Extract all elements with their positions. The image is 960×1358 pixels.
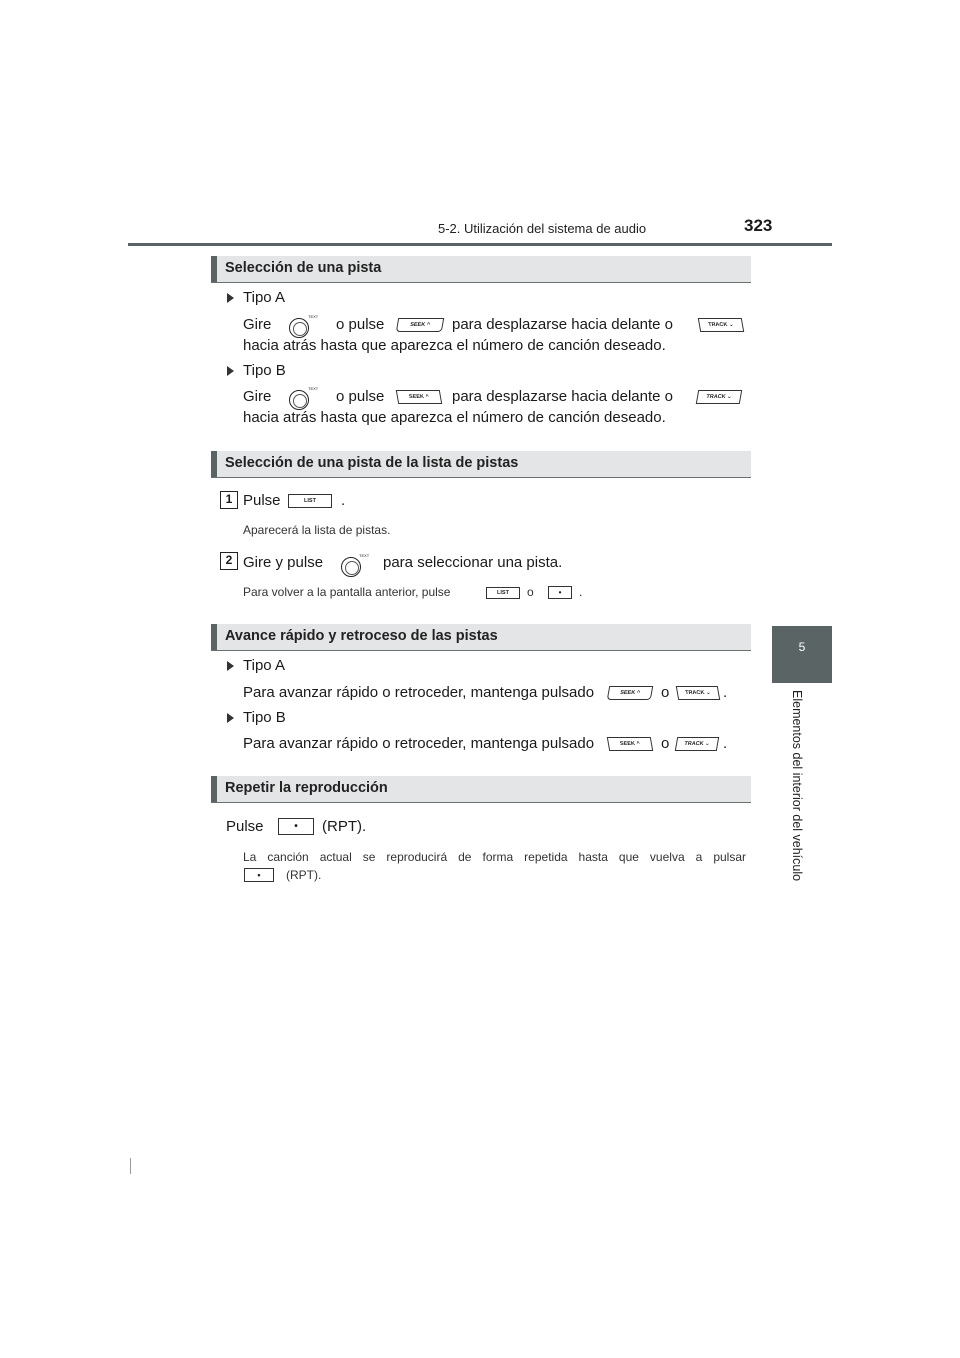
step-number-2: 2 bbox=[220, 552, 238, 570]
header-rule bbox=[128, 243, 832, 246]
chapter-tab bbox=[772, 626, 832, 683]
knob-text-label: TEXT bbox=[308, 386, 319, 391]
text-period: . bbox=[723, 735, 728, 752]
page-number: 323 bbox=[744, 216, 773, 235]
track-label: TRACK bbox=[705, 394, 727, 400]
tipo-a-label: Tipo A bbox=[243, 289, 285, 306]
tune-knob-icon bbox=[341, 557, 361, 577]
chapter-title: Elementos del interior del vehículo bbox=[790, 690, 804, 882]
repeat-note: La canción actual se reproducirá de forma repetida hasta que vuelva a pulsar bbox=[243, 850, 746, 864]
section-header-fast-forward bbox=[211, 624, 751, 651]
rpt-button-icon: • bbox=[278, 818, 314, 835]
text-para-desplazarse: para desplazarse hacia delante o bbox=[452, 316, 673, 333]
list-button-icon: LIST bbox=[486, 587, 520, 599]
seek-label: SEEK bbox=[409, 322, 426, 328]
section-header-track-list bbox=[211, 451, 751, 478]
track-button-icon: TRACK ⌄ bbox=[676, 686, 720, 700]
text-o: o bbox=[661, 735, 670, 752]
bullet-triangle-icon bbox=[227, 713, 234, 723]
text-o-pulse: o pulse bbox=[336, 388, 385, 405]
section-title: Repetir la reproducción bbox=[225, 780, 388, 796]
text-o: o bbox=[527, 585, 534, 599]
margin-mark bbox=[130, 1158, 131, 1174]
text-period: . bbox=[579, 585, 583, 599]
bullet-triangle-icon bbox=[227, 293, 234, 303]
bullet-triangle-icon bbox=[227, 661, 234, 671]
seek-label: SEEK bbox=[619, 690, 636, 696]
section-header-repeat bbox=[211, 776, 751, 803]
section-title: Avance rápido y retroceso de las pistas bbox=[225, 628, 498, 644]
header-section-title: 5-2. Utilización del sistema de audio bbox=[438, 221, 647, 236]
track-button-icon: TRACK ⌄ bbox=[698, 318, 744, 332]
section-header-track-select bbox=[211, 256, 751, 283]
tipo-b-label: Tipo B bbox=[243, 709, 286, 726]
text-mantenga-pulsado: Para avanzar rápido o retroceder, mantenga pulsado bbox=[243, 735, 595, 752]
text-para-desplazarse: para desplazarse hacia delante o bbox=[452, 388, 673, 405]
text-pulse: Pulse bbox=[226, 818, 264, 835]
tune-knob-icon bbox=[289, 390, 309, 410]
list-button-icon: LIST bbox=[288, 494, 332, 508]
step1-note: Aparecerá la lista de pistas. bbox=[243, 523, 391, 537]
tipo-a-label: Tipo A bbox=[243, 657, 285, 674]
track-label: TRACK bbox=[707, 322, 729, 328]
text-rpt: (RPT). bbox=[322, 818, 367, 835]
text-mantenga-pulsado: Para avanzar rápido o retroceder, mantenga pulsado bbox=[243, 684, 595, 701]
tipo-b-label: Tipo B bbox=[243, 362, 286, 379]
knob-text-label: TEXT bbox=[308, 314, 319, 319]
seek-label: SEEK bbox=[619, 741, 636, 747]
bullet-triangle-icon bbox=[227, 366, 234, 376]
seek-button-icon: SEEK ^ bbox=[607, 686, 653, 700]
text-pulse: Pulse bbox=[243, 492, 281, 509]
seek-button-icon: SEEK ^ bbox=[607, 737, 653, 751]
seek-button-icon: SEEK ^ bbox=[396, 390, 442, 404]
back-button-icon: • bbox=[548, 586, 572, 599]
text-rpt: (RPT). bbox=[286, 868, 322, 882]
chapter-number: 5 bbox=[798, 640, 806, 654]
step-number-1: 1 bbox=[220, 491, 238, 509]
section-title: Selección de una pista bbox=[225, 260, 382, 276]
text-gire-y-pulse: Gire y pulse bbox=[243, 554, 324, 571]
track-button-icon: TRACK ⌄ bbox=[675, 737, 719, 751]
seek-label: SEEK bbox=[408, 394, 425, 400]
tune-knob-icon bbox=[289, 318, 309, 338]
track-label: TRACK bbox=[684, 690, 706, 696]
text-hacia-atras: hacia atrás hasta que aparezca el número de canción deseado. bbox=[243, 409, 666, 426]
rpt-button-icon: • bbox=[244, 868, 274, 882]
text-hacia-atras: hacia atrás hasta que aparezca el número de canción deseado. bbox=[243, 337, 666, 354]
knob-text-label: TEXT bbox=[359, 553, 370, 558]
text-o: o bbox=[661, 684, 670, 701]
track-label: TRACK bbox=[683, 741, 705, 747]
text-period: . bbox=[723, 684, 728, 701]
section-title: Selección de una pista de la lista de pistas bbox=[225, 455, 519, 471]
step2-note: Para volver a la pantalla anterior, pulse bbox=[243, 585, 451, 599]
text-o-pulse: o pulse bbox=[336, 316, 385, 333]
text-para-seleccionar: para seleccionar una pista. bbox=[383, 554, 563, 571]
text-gire: Gire bbox=[243, 316, 272, 333]
seek-button-icon: SEEK ^ bbox=[396, 318, 444, 332]
text-gire: Gire bbox=[243, 388, 272, 405]
track-button-icon: TRACK ⌄ bbox=[696, 390, 742, 404]
text-period: . bbox=[341, 492, 346, 509]
